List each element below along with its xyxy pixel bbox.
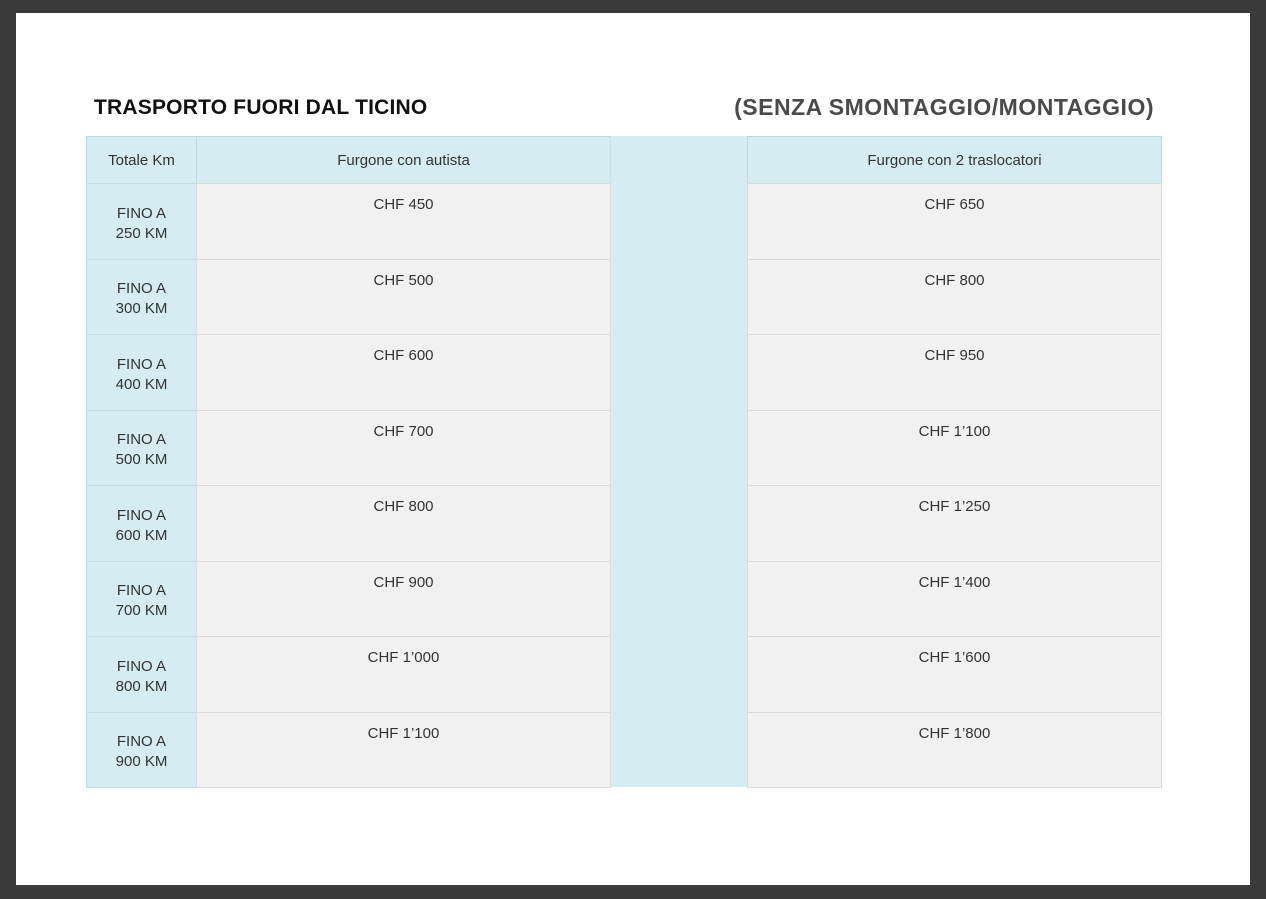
km-label-line2: 300 KM	[115, 300, 168, 317]
page-title: TRASPORTO FUORI DAL TICINO	[94, 96, 428, 119]
price-autista-cell: CHF 800	[196, 485, 611, 562]
price-autista-cell: CHF 1’100	[196, 712, 611, 788]
price-autista-cell: CHF 900	[196, 561, 611, 637]
price-autista-cell: CHF 1’000	[196, 636, 611, 713]
km-label-line2: 400 KM	[115, 375, 168, 393]
header-furgone-autista: Furgone con autista	[196, 136, 611, 184]
price-traslocatori-cell: CHF 950	[747, 334, 1162, 411]
km-label-line1: FINO A	[116, 355, 167, 373]
price-traslocatori-cell: CHF 1’400	[747, 561, 1162, 637]
price-traslocatori-cell: CHF 1’250	[747, 485, 1162, 562]
price-traslocatori-cell: CHF 1’800	[747, 712, 1162, 788]
header-furgone-traslocatori: Furgone con 2 traslocatori	[747, 136, 1162, 184]
km-label-line2: 600 KM	[115, 526, 168, 544]
km-label-line2: 900 KM	[115, 753, 168, 770]
price-traslocatori-cell: CHF 1’600	[747, 636, 1162, 713]
km-label-line2: 500 KM	[115, 451, 168, 468]
km-label-line1: FINO A	[116, 733, 167, 750]
km-cell	[86, 183, 197, 260]
price-traslocatori-cell: CHF 1’100	[747, 410, 1162, 486]
km-label-line1: FINO A	[116, 582, 167, 599]
price-autista-cell: CHF 600	[196, 334, 611, 411]
price-traslocatori-cell: CHF 800	[747, 259, 1162, 335]
document-page	[16, 13, 1250, 885]
km-cell	[86, 712, 197, 788]
price-autista-cell: CHF 700	[196, 410, 611, 486]
km-label-line2: 700 KM	[115, 602, 168, 619]
price-autista-cell: CHF 500	[196, 259, 611, 335]
table-spacer-column	[610, 136, 748, 787]
header-total-km: Totale Km	[86, 136, 197, 184]
km-cell	[86, 259, 197, 335]
km-cell	[86, 410, 197, 486]
price-table	[86, 136, 1162, 787]
km-label-line1: FINO A	[116, 657, 167, 675]
km-label-line1: FINO A	[116, 506, 167, 524]
km-label-line2: 250 KM	[115, 224, 168, 242]
km-cell	[86, 485, 197, 562]
km-cell	[86, 636, 197, 713]
price-traslocatori-cell: CHF 650	[747, 183, 1162, 260]
km-label-line1: FINO A	[116, 204, 167, 222]
km-label-line1: FINO A	[116, 431, 167, 448]
price-autista-cell: CHF 450	[196, 183, 611, 260]
page-subtitle: (SENZA SMONTAGGIO/MONTAGGIO)	[734, 94, 1154, 120]
km-label-line1: FINO A	[116, 280, 167, 297]
km-cell	[86, 334, 197, 411]
km-cell	[86, 561, 197, 637]
km-label-line2: 800 KM	[115, 677, 168, 695]
